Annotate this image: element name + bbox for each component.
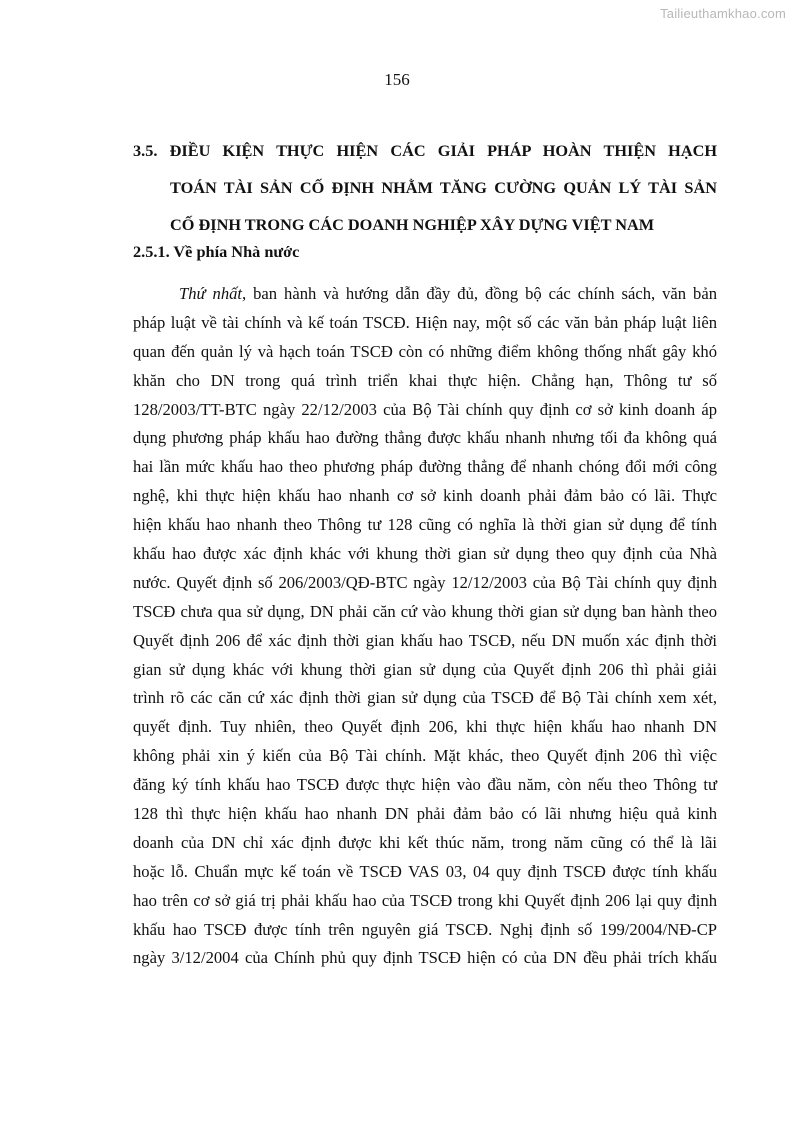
- paragraph-line: TSCĐ chưa qua sử dụng, DN phải căn cứ vào khung thời gian sử dụng ban hành theo: [133, 601, 717, 621]
- paragraph-line: hiện khấu hao nhanh theo Thông tư 128 cũng có nghĩa là thời gian sử dụng để tính: [133, 515, 717, 535]
- watermark: Tailieuthamkhao.com: [660, 6, 786, 21]
- paragraph-line: trình rõ các căn cứ xác định thời gian sử dụng của TSCĐ để Bộ Tài chính xem xét,: [133, 688, 717, 708]
- paragraph-line: [133, 280, 717, 309]
- section-heading-line: CỐ ĐỊNH TRONG CÁC DOANH NGHIỆP XÂY DỰNG VIỆT NAM: [170, 215, 655, 234]
- paragraph-line: ngày 3/12/2004 của Chính phủ quy định TSCĐ hiện có của DN đều phải trích khấu: [133, 948, 717, 968]
- body-paragraph: [133, 280, 717, 973]
- paragraph-line: hai lần mức khấu hao theo phương pháp đường thẳng để nhanh chóng đổi mới công: [133, 457, 717, 477]
- paragraph-line: 128/2003/TT-BTC ngày 22/12/2003 của Bộ Tài chính quy định cơ sở kinh doanh áp: [133, 399, 717, 419]
- section-heading-line: TOÁN TÀI SẢN CỐ ĐỊNH NHẰM TĂNG CƯỜNG QUẢN LÝ TÀI SẢN: [170, 178, 717, 197]
- page-number: 156: [384, 70, 410, 89]
- paragraph-line: hoặc lỗ. Chuẩn mực kế toán về TSCĐ VAS 03, 04 quy định TSCĐ được tính khấu: [133, 861, 717, 881]
- paragraph-line: pháp luật về tài chính và kế toán TSCĐ. Hiện nay, một số các văn bản pháp luật liên: [133, 312, 717, 332]
- paragraph-line: quan đến quản lý và hạch toán TSCĐ còn có những điểm không thống nhất gây khó: [133, 341, 717, 361]
- paragraph-line: doanh của DN chỉ xác định được khi kết thúc năm, trong năm cũng có thể là lãi: [133, 832, 717, 852]
- paragraph-line: không phải xin ý kiến của Bộ Tài chính. Mặt khác, theo Quyết định 206 thì việc: [133, 746, 717, 766]
- lead-phrase: Thứ nhất: [179, 284, 243, 303]
- subsection-heading: 2.5.1. Về phía Nhà nước: [133, 242, 300, 261]
- lead-text: , ban hành và hướng dẫn đầy đủ, đồng bộ các chính sách, văn bản: [242, 284, 717, 303]
- paragraph-line: gian sử dụng khác với khung thời gian sử dụng của Quyết định 206 thì phải giải: [133, 659, 717, 679]
- paragraph-line: Quyết định 206 để xác định thời gian khấu hao TSCĐ, nếu DN muốn xác định thời: [133, 630, 717, 650]
- paragraph-line: đăng ký tính khấu hao TSCĐ được thực hiện vào đầu năm, còn nếu theo Thông tư: [133, 775, 717, 795]
- paragraph-line: khấu hao TSCĐ được tính trên nguyên giá TSCĐ. Nghị định số 199/2004/NĐ-CP: [133, 919, 717, 939]
- section-heading: [133, 132, 717, 243]
- paragraph-line: nước. Quyết định số 206/2003/QĐ-BTC ngày 12/12/2003 của Bộ Tài chính quy định: [133, 572, 717, 592]
- paragraph-line: khấu hao được xác định khác với khung thời gian sử dụng theo quy định của Nhà: [133, 544, 717, 564]
- paragraph-line: quyết định. Tuy nhiên, theo Quyết định 206, khi thực hiện khấu hao nhanh DN: [133, 717, 717, 737]
- paragraph-line: dụng phương pháp khấu hao đường thẳng được khấu nhanh nhưng tối đa không quá: [133, 428, 717, 448]
- paragraph-line: hao trên cơ sở giá trị phải khấu hao của TSCĐ trong khi Quyết định 206 lại quy định: [133, 890, 717, 910]
- section-heading-line: 3.5. ĐIỀU KIỆN THỰC HIỆN CÁC GIẢI PHÁP HOÀN THIỆN HẠCH: [133, 141, 717, 160]
- paragraph-line: nghệ, khi thực hiện khấu hao nhanh cơ sở kinh doanh phải đảm bảo có lãi. Thực: [133, 486, 717, 506]
- paragraph-line: 128 thì thực hiện khấu hao nhanh DN phải đảm bảo có lãi nhưng hiệu quả kinh: [133, 804, 717, 824]
- paragraph-line: khăn cho DN trong quá trình triển khai thực hiện. Chẳng hạn, Thông tư số: [133, 370, 717, 390]
